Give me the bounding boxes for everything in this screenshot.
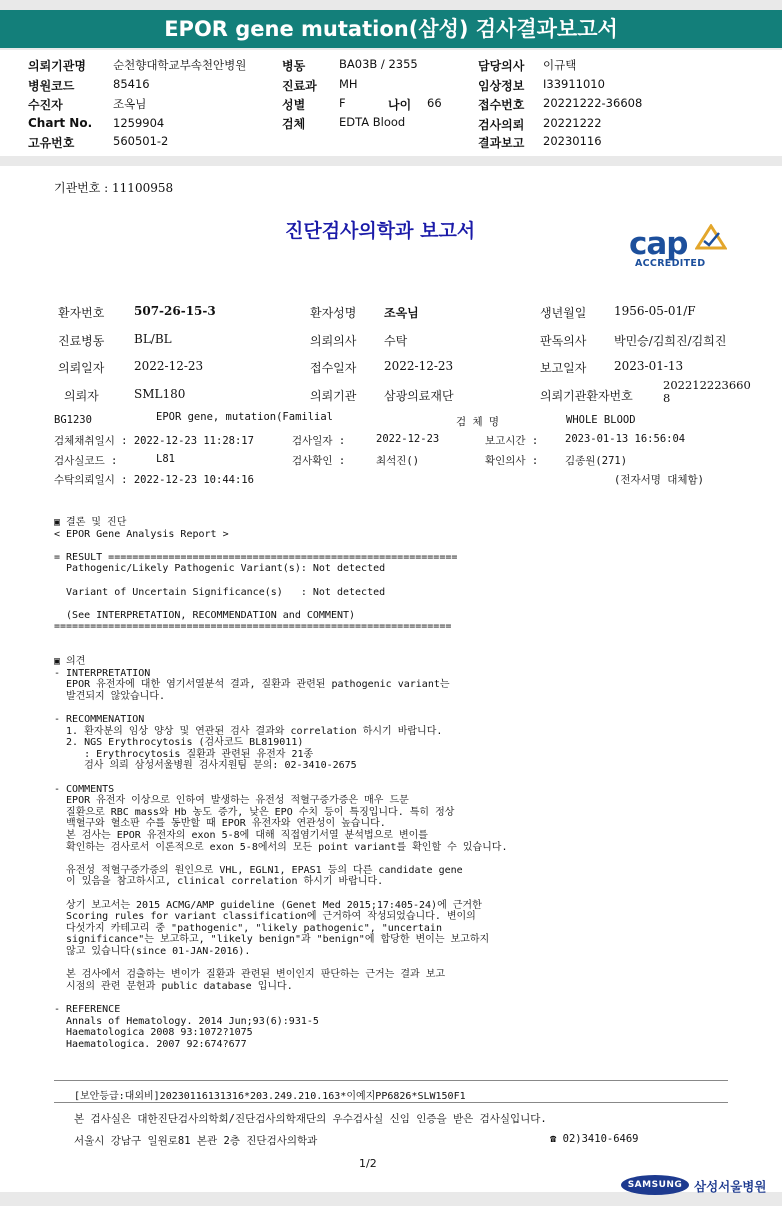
report-page (0, 166, 782, 1192)
institution-number: 기관번호 : 11100958 (54, 181, 174, 195)
value-receipt-no: 20221222-36608 (543, 96, 643, 110)
value-specimen: EDTA Blood (339, 115, 406, 129)
label-hospital-code: 병원코드 (28, 79, 75, 93)
value-request-date: 2022-12-23 (134, 359, 204, 373)
label-test-confirm: 검사확인 : (292, 455, 346, 467)
value-test-request: 20221222 (543, 116, 602, 130)
label-specimen-name: 검 체 명 (456, 416, 500, 428)
value-requesting-doctor: 수탁 (384, 334, 408, 348)
consignment-datetime: 수탁의뢰일시 : 2022-12-23 10:44:16 (54, 474, 254, 486)
label-confirm-doctor: 확인의사 : (485, 455, 539, 467)
footer-divider-top (54, 1080, 728, 1081)
label-receipt-date: 접수일자 (310, 361, 357, 375)
label-requester: 의뢰자 (64, 389, 99, 403)
cap-accredited-logo (627, 226, 737, 270)
value-age: 66 (427, 96, 442, 110)
label-requesting-institution: 의뢰기관명 (28, 59, 86, 73)
report-body: ▣ 결론 및 진단 < EPOR Gene Analysis Report > = RESULT ========================================================== Pathogenic/Likely Pathogenic Variant(s): Not detected Variant of Uncertain Significance(s) : Not detected (See INTERPRETATION, RECOMMENDATION and COMMENT) ================================================================== ▣ 의견 - INTERPRETATION EPOR 유전자에 대한 염기서열분석 결과, 질환과 관련된 pathogenic variant는 발견되지 않았습니다. - RECOMMENATION 1. 환자분의 임상 양상 및 연관된 검사 결과와 correlation 하시기 바랍니다. 2. NGS Erythrocytosis (검사코드 BL819011) : Erythrocytosis 질환과 관련된 유전자 21종 검사 의뢰 삼성서울병원 검사지원팀 문의: 02-3410-2675 - COMMENTS EPOR 유전자 이상으로 인하여 발생하는 유전성 적혈구증가증은 매우 드문 질환으로 RBC mass와 Hb 농도 증가, 낮은 EPO 수치 등이 특징입니다. 특히 정상 백혈구와 혈소판 수를 동반할 때 EPOR 유전자와 연관성이 높습니다. 본 검사는 EPOR 유전자의 exon 5-8에 대해 직접염기서열 분석법으로 변이를 확인하는 검사로서 이론적으로 exon 5-8에서의 모든 point variant를 확인할 수 있습니다. 유전성 적혈구증가증의 원인으로 VHL, EGLN1, EPAS1 등의 다른 candidate gene 이 있음을 참고하시고, clinical correlation 하시기 바랍니다. 상기 보고서는 2015 ACMG/AMP guideline (Genet Med 2015;17:405-24)에 근거한 Scoring rules for variant classification에 근거하여 작성되었습니다. 변이의 다섯가지 카테고리 중 "pathogenic", "likely pathogenic", "uncertain significance"는 보고하고, "likely benign"과 "benign"에 합당한 변이는 보고하지 않고 있습니다(since 01-JAN-2016). 본 검사에서 검출하는 변이가 질환과 관련된 변이인지 판단하는 근거는 결과 보고 시점의 관련 문헌과 public database 입니다. - REFERENCE Annals of Hematology. 2014 Jun;93(6):931-5 Haematologica 2008 93:1072?1075 Haematologica. 2007 92:674?677 (54, 517, 508, 1050)
value-examinee: 조옥님 (113, 97, 147, 111)
label-requesting-doctor: 의뢰의사 (310, 334, 357, 348)
label-ward-code: 진료병동 (58, 334, 105, 348)
label-patient-name: 환자성명 (310, 306, 357, 320)
label-chart-no: Chart No. (28, 116, 93, 130)
label-report-time: 보고시간 : (485, 435, 539, 447)
value-patient-name: 조옥님 (384, 306, 419, 320)
value-ward-code: BL/BL (134, 332, 172, 346)
value-requesting-institution-2: 삼광의료재단 (384, 389, 454, 403)
samsung-logo-oval: SAMSUNG (621, 1175, 689, 1195)
label-unique-no: 고유번호 (28, 136, 75, 150)
value-birth-date: 1956-05-01/F (614, 304, 696, 318)
label-ward: 병동 (282, 59, 306, 73)
label-department: 진료과 (282, 79, 317, 93)
label-age: 나이 (388, 98, 412, 112)
value-department: MH (339, 77, 358, 91)
report-heading: 진단검사의학과 보고서 (285, 220, 476, 242)
value-requesting-institution: 순천향대학교부속천안병원 (113, 58, 247, 72)
lab-address: 서울시 강남구 일원로81 본관 2층 진단검사의학과 (74, 1135, 318, 1147)
value-receipt-date: 2022-12-23 (384, 359, 454, 373)
label-result-report: 결과보고 (478, 136, 525, 150)
value-unique-no: 560501-2 (113, 134, 169, 148)
value-test-confirm: 최석진() (376, 455, 420, 467)
value-result-report: 20230116 (543, 134, 602, 148)
value-report-date: 2023-01-13 (614, 359, 684, 373)
value-requester: SML180 (134, 387, 186, 401)
value-reading-doctor: 박민승/김희진/김희진 (614, 334, 727, 348)
label-report-date: 보고일자 (540, 361, 587, 375)
cap-triangle-icon (695, 224, 727, 250)
label-attending-doctor: 담당의사 (478, 59, 525, 73)
value-chart-no: 1259904 (113, 116, 165, 130)
label-lab-code: 검사실코드 : (54, 455, 118, 467)
cap-accredited-text: ACCREDITED (635, 258, 706, 269)
label-test-date: 검사일자 : (292, 435, 346, 447)
label-specimen: 검체 (282, 117, 306, 131)
label-test-request: 검사의뢰 (478, 118, 525, 132)
value-confirm-doctor: 김종원(271) (565, 455, 628, 467)
lab-phone: ☎ 02)3410-6469 (550, 1133, 639, 1145)
footer-divider-bottom (54, 1102, 728, 1103)
hospital-name: 삼성서울병원 (694, 1179, 767, 1194)
value-hospital-code: 85416 (113, 77, 150, 91)
cap-logo-text: cap (629, 226, 688, 262)
test-name: EPOR gene, mutation(Familial (156, 411, 334, 423)
value-clinical-info: I33911010 (543, 77, 605, 91)
label-reading-doctor: 판독의사 (540, 334, 587, 348)
header-info-panel (0, 50, 782, 156)
label-request-date: 의뢰일자 (58, 361, 105, 375)
page-number: 1/2 (359, 1157, 377, 1170)
test-code: BG1230 (54, 414, 92, 426)
label-clinical-info: 임상정보 (478, 79, 525, 93)
security-line: [보안등급:대외비]20230116131316*203.249.210.163*이예지PP6826*SLW150F1 (74, 1091, 466, 1102)
value-sex: F (339, 96, 346, 110)
value-ward: BA03B / 2355 (339, 57, 418, 71)
value-test-date: 2022-12-23 (376, 433, 440, 445)
value-institution-patient-no-tail: 8 (663, 391, 671, 405)
value-patient-no: 507-26-15-3 (134, 304, 216, 318)
samsung-hospital-logo (621, 1173, 771, 1199)
value-specimen-name: WHOLE BLOOD (566, 414, 636, 426)
label-requesting-institution-2: 의뢰기관 (310, 389, 357, 403)
value-institution-patient-no: 202212223660 (663, 378, 751, 392)
label-institution-patient-no: 의뢰기관환자번호 (540, 389, 633, 403)
report-title-banner: EPOR gene mutation(삼성) 검사결과보고서 (0, 10, 782, 48)
collection-datetime: 검체채취일시 : 2022-12-23 11:28:17 (54, 435, 254, 447)
value-report-time: 2023-01-13 16:56:04 (565, 433, 686, 445)
label-receipt-no: 접수번호 (478, 98, 525, 112)
label-examinee: 수진자 (28, 98, 63, 112)
e-signature-note: (전자서명 대체함) (614, 474, 704, 486)
label-sex: 성별 (282, 98, 306, 112)
value-lab-code: L81 (156, 453, 175, 465)
label-birth-date: 생년월일 (540, 306, 587, 320)
certification-text: 본 검사실은 대한진단검사의학회/진단검사의학재단의 우수검사실 신임 인증을 받은 검사실입니다. (74, 1113, 547, 1125)
value-attending-doctor: 이규택 (543, 58, 577, 72)
label-patient-no: 환자번호 (58, 306, 105, 320)
